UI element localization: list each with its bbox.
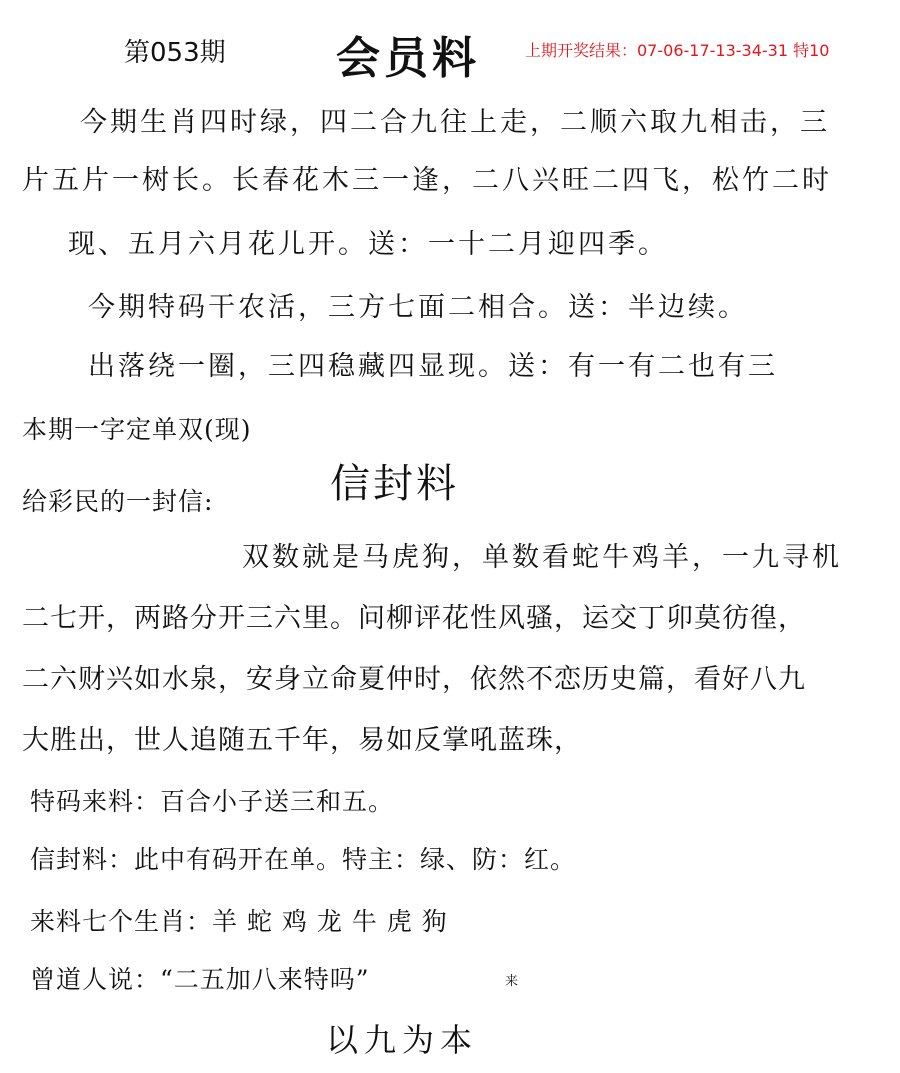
letter-line-3: 二六财兴如水泉，安身立命夏仲时，依然不恋历史篇，看好八九	[22, 664, 806, 695]
last-draw-result: 上期开奖结果：07-06-17-13-34-31 特10	[525, 41, 830, 60]
letter-line-2: 二七开，两路分开三六里。问柳评花性风骚，运交丁卯莫彷徨，	[22, 603, 806, 634]
letter-intro: 给彩民的一封信:	[22, 487, 214, 516]
member-line-5: 出落绕一圈，三四稳藏四显现。送：有一有二也有三	[88, 351, 778, 382]
page-title: 会员料	[336, 33, 480, 84]
letter-title: 信封料	[330, 461, 459, 507]
letter-line-1: 双数就是马虎狗，单数看蛇牛鸡羊，一九寻机	[242, 542, 842, 573]
motto: 以九为本	[326, 1021, 479, 1059]
letter-line-7: 来料七个生肖：羊 蛇 鸡 龙 牛 虎 狗	[30, 907, 448, 936]
letter-line-6: 信封料：此中有码开在单。特主：绿、防：红。	[30, 845, 577, 874]
member-line-2: 片五片一树长。长春花木三一逢，二八兴旺二四飞，松竹二时	[22, 165, 832, 196]
member-line-1: 今期生肖四时绿，四二合九往上走，二顺六取九相击，三	[80, 107, 830, 138]
small-mark: 来	[505, 974, 519, 989]
issue-number: 第053期	[124, 38, 226, 68]
member-line-4: 今期特码干农活，三方七面二相合。送：半边续。	[88, 292, 748, 323]
letter-line-5: 特码来料：百合小子送三和五。	[30, 787, 395, 816]
letter-line-8: 曾道人说：“二五加八来特吗”	[30, 965, 370, 994]
member-line-3: 现、五月六月花儿开。送：一十二月迎四季。	[68, 229, 668, 260]
member-line-6: 本期一字定单双(现)	[22, 415, 252, 444]
letter-line-4: 大胜出，世人追随五千年，易如反掌吼蓝珠，	[22, 725, 582, 756]
